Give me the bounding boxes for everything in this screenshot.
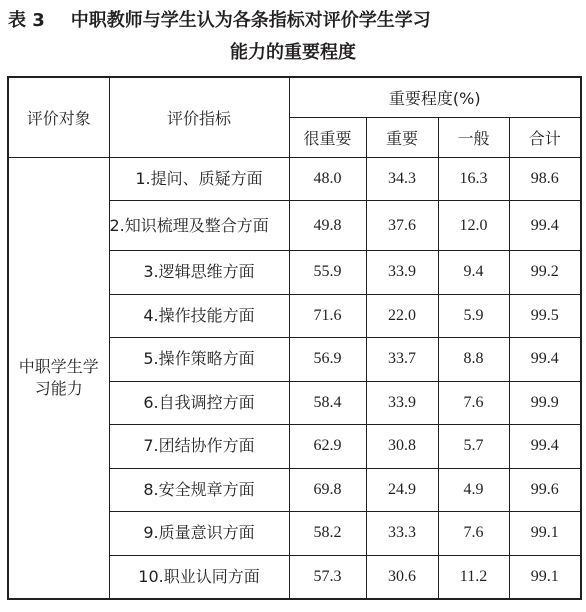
value-average: 4.9	[438, 468, 509, 512]
header-indicator: 评价指标	[109, 77, 289, 157]
value-important: 33.9	[366, 251, 438, 295]
importance-table	[7, 76, 582, 600]
header-object: 评价对象	[8, 77, 109, 157]
indicator-cell: 5.操作策略方面	[109, 338, 289, 382]
header-very-important: 很重要	[289, 117, 366, 157]
indicator-cell: 10.职业认同方面	[109, 555, 289, 599]
value-very-important: 58.4	[289, 381, 366, 425]
value-average: 7.6	[438, 512, 509, 556]
value-very-important: 49.8	[289, 201, 366, 251]
value-total: 99.9	[509, 381, 581, 425]
header-importance: 重要程度(%)	[289, 77, 581, 117]
value-important: 33.9	[366, 381, 438, 425]
caption-title-1: 中职教师与学生认为各条指标对评价学生学习	[70, 10, 431, 31]
header-average: 一般	[438, 117, 509, 157]
value-very-important: 57.3	[289, 555, 366, 599]
value-important: 22.0	[366, 294, 438, 338]
value-average: 8.8	[438, 338, 509, 382]
value-total: 99.5	[509, 294, 581, 338]
indicator-cell: 9.质量意识方面	[109, 512, 289, 556]
value-average: 5.9	[438, 294, 509, 338]
table-row	[8, 157, 581, 201]
value-total: 99.4	[509, 425, 581, 469]
indicator-cell: 4.操作技能方面	[109, 294, 289, 338]
value-total: 99.1	[509, 555, 581, 599]
indicator-cell: 1.提问、质疑方面	[109, 157, 289, 201]
value-average: 16.3	[438, 157, 509, 201]
value-important: 33.7	[366, 338, 438, 382]
table-body	[8, 157, 581, 599]
value-important: 37.6	[366, 201, 438, 251]
value-average: 12.0	[438, 201, 509, 251]
value-average: 7.6	[438, 381, 509, 425]
value-important: 30.8	[366, 425, 438, 469]
indicator-cell: 7.团结协作方面	[109, 425, 289, 469]
group-label: 中职学生学习能力	[8, 157, 109, 599]
indicator-cell: 6.自我调控方面	[109, 381, 289, 425]
table-number: 表 3	[8, 10, 45, 31]
value-important: 24.9	[366, 468, 438, 512]
value-total: 99.1	[509, 512, 581, 556]
indicator-cell: 8.安全规章方面	[109, 468, 289, 512]
table-caption	[0, 0, 586, 74]
indicator-cell: 2.知识梳理及整合方面	[109, 201, 289, 251]
value-very-important: 56.9	[289, 338, 366, 382]
value-total: 99.4	[509, 201, 581, 251]
header-total: 合计	[509, 117, 581, 157]
value-average: 5.7	[438, 425, 509, 469]
caption-line-1	[8, 6, 431, 36]
value-total: 99.6	[509, 468, 581, 512]
value-very-important: 58.2	[289, 512, 366, 556]
value-total: 99.2	[509, 251, 581, 295]
header-important: 重要	[366, 117, 438, 157]
value-very-important: 55.9	[289, 251, 366, 295]
value-important: 34.3	[366, 157, 438, 201]
caption-title-2: 能力的重要程度	[230, 42, 356, 63]
value-total: 99.4	[509, 338, 581, 382]
value-important: 30.6	[366, 555, 438, 599]
value-average: 11.2	[438, 555, 509, 599]
value-important: 33.3	[366, 512, 438, 556]
header-row-1	[8, 77, 581, 117]
indicator-cell: 3.逻辑思维方面	[109, 251, 289, 295]
value-very-important: 62.9	[289, 425, 366, 469]
value-very-important: 69.8	[289, 468, 366, 512]
value-average: 9.4	[438, 251, 509, 295]
value-total: 98.6	[509, 157, 581, 201]
value-very-important: 48.0	[289, 157, 366, 201]
value-very-important: 71.6	[289, 294, 366, 338]
